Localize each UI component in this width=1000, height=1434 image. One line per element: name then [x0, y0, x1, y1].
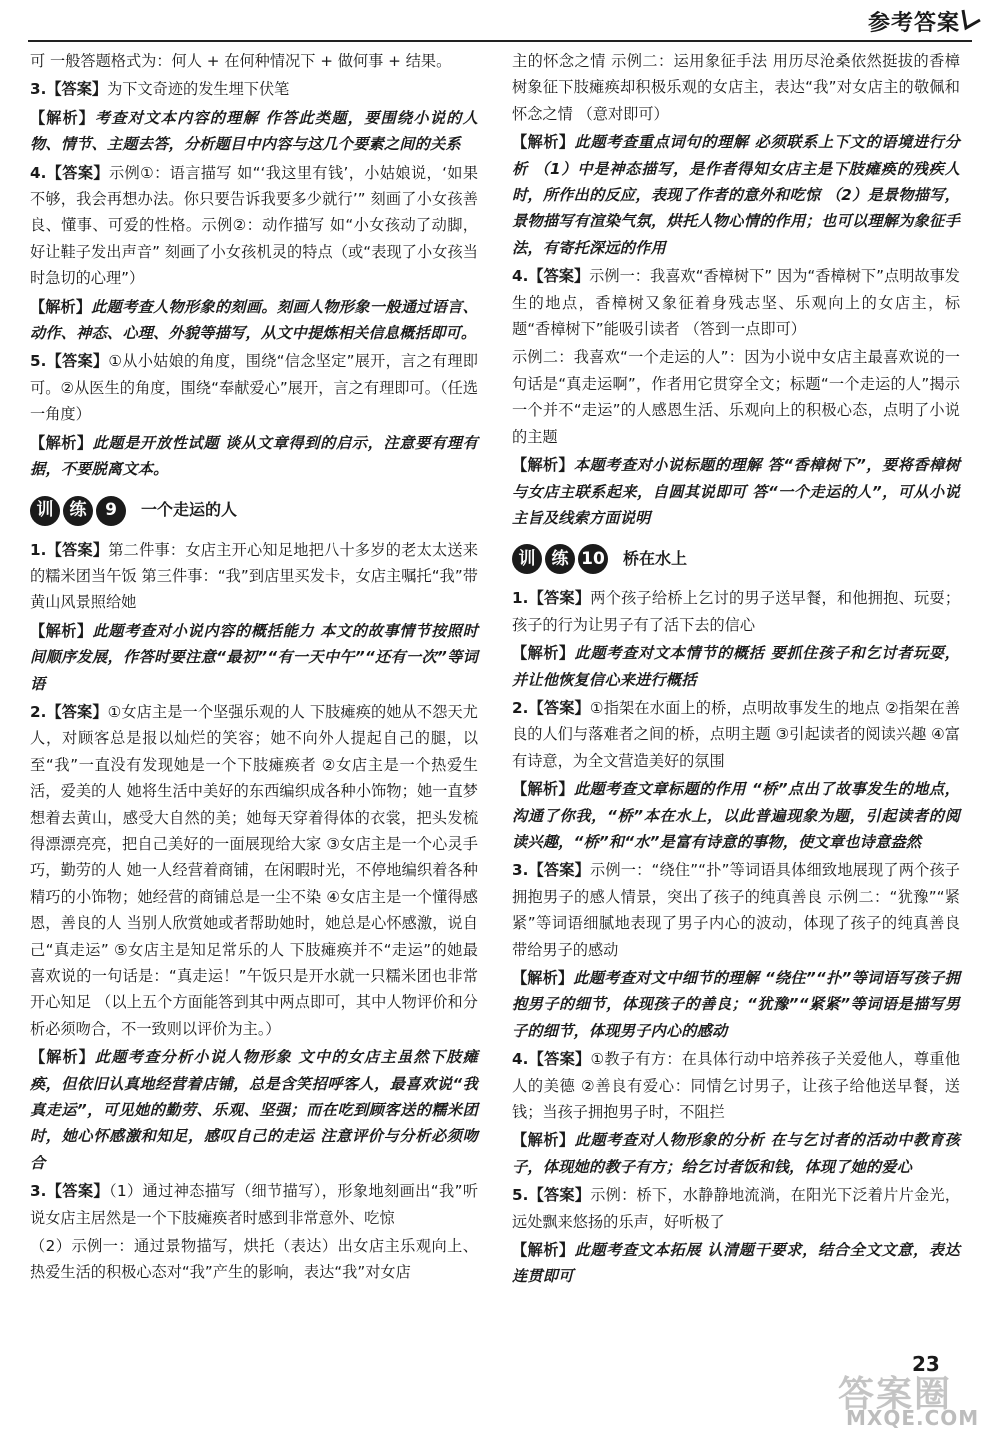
analysis-text: 此题考查对人物形象的分析 在与乞讨者的活动中教育孩子，体现她的教子有方；给乞讨者饭和钱，体现了她的爱心 — [512, 1131, 960, 1176]
section-heading — [30, 493, 478, 529]
answer-text: ①女店主是一个坚强乐观的人 下肢瘫痪的她从不怨天尤人，对顾客总是报以灿烂的笑容；她不向外人提起自己的腿，以至“我”一直没有发现她是一个下肢瘫痪者 ②女店主是一个热爱生活，爱美的人 她将生活中美好的东西编织成各种小饰物；她一直梦想着去黄山，感受大自然的美；她每天穿着得体的衣裳，把头发梳得漂漂亮亮，把自己美好的一面展现给大家 ③女店主是一个心灵手巧，勤劳的人 她一人经营着商铺，在闲暇时光，不停地编织着各种精巧的小饰物；她经营的商铺总是一尘不染 ④女店主是一个懂得感恩，善良的人 当别人欣赏她或者帮助她时，她总是心怀感激，说自己“真走运” ⑤女店主是知足常乐的人 下肢瘫痪并不“走运”的她最喜欢说的一句话是：“真走运！”午饭只是开水就一只糯米团也非常开心知足 （以上五个方面能答到其中两点即可，其中人物评价和分析必须吻合，不一致则以评价为主。） — [30, 702, 478, 1038]
analysis-paragraph — [512, 452, 960, 531]
analysis-paragraph — [512, 129, 960, 261]
analysis-paragraph — [30, 618, 478, 697]
answer-tag: 【答案】 — [528, 589, 591, 608]
analysis-tag: 【解析】 — [512, 780, 574, 799]
answer-paragraph — [30, 160, 478, 292]
analysis-tag: 【解析】 — [512, 1131, 575, 1150]
analysis-tag: 【解析】 — [512, 456, 574, 475]
answer-text: 两个孩子给桥上乞讨的男子送早餐，和他拥抱、玩耍；孩子的行为让男子有了活下去的信心 — [512, 589, 961, 634]
answer-tag: 【答案】 — [46, 540, 109, 559]
section-heading — [512, 541, 960, 577]
header-rule — [28, 40, 972, 42]
answer-tag: 【答案】 — [46, 352, 109, 371]
left-column — [30, 48, 478, 1288]
answer-text: ①教子有方：在具体行动中培养孩子关爱他人，尊重他人的美德 ②善良有爱心：同情乞讨男子，让孩子给他送早餐，送钱；当孩子拥抱男子时，不阻拦 — [512, 1050, 961, 1122]
watermark-logo: 答案圈 MXQE.COM — [838, 1374, 980, 1430]
section-number: 9 — [96, 496, 126, 526]
question-number: 1. — [512, 589, 529, 608]
analysis-tag: 【解析】 — [512, 969, 574, 987]
analysis-paragraph — [512, 640, 960, 693]
question-number: 2. — [30, 702, 47, 721]
answer-text: 第二件事：女店主开心知足地把八十多岁的老太太送来的糯米团当午饭 第三件事：“我”到店里买发卡，女店主嘱托“我”带黄山风景照给她 — [30, 540, 479, 612]
analysis-tag: 【解析】 — [512, 1241, 575, 1260]
answer-paragraph — [512, 857, 960, 963]
analysis-tag: 【解析】 — [30, 297, 92, 316]
section-badge-char: 练 — [63, 496, 93, 526]
answer-text: 示例①：语言描写 如“‘我这里有钱’，小姑娘说，‘如果不够，我会再想办法。你只要告诉我要多少就行’” 刻画了小女孩善良、懂事、可爱的性格。示例②：动作描写 如“小女孩动了动脚，好让鞋子发出声音” 刻画了小女孩机灵的特点（或“表现了小女孩当时急切的心理”） — [30, 163, 479, 288]
analysis-text: 此题考查重点词句的理解 必须联系上下文的语境进行分析 （1）中是神态描写，是作者得知女店主是下肢瘫痪的残疾人时，所作出的反应，表现了作者的意外和吃惊 （2）是景物描写，景物描写有渲染气氛，烘托人物心情的作用；也可以理解为象征手法，有寄托深远的作用 — [512, 133, 960, 257]
analysis-paragraph — [30, 430, 478, 483]
analysis-text: 此题考查分析小说人物形象 文中的女店主虽然下肢瘫痪，但依旧认真地经营着店铺，总是含笑招呼客人，最喜欢说“我真走运”，可见她的勤劳、乐观、坚强；而在吃到顾客送的糯米团时，她心怀感激和知足，感叹自己的走运 注意评价与分析必须吻合 — [30, 1048, 478, 1172]
analysis-text: 此题考查对文中细节的理解 “绕住”“扑”等词语写孩子拥抱男子的细节，体现孩子的善良；“犹豫”“紧紧”等词语是描写男子的细节，体现男子内心的感动 — [512, 969, 960, 1040]
analysis-paragraph — [512, 965, 960, 1044]
analysis-text: 此题考查文本拓展 认清题干要求，结合全文文意，表达连贯即可 — [512, 1241, 960, 1286]
answer-paragraph — [30, 76, 478, 102]
question-number: 3. — [30, 1182, 47, 1201]
answer-tag: 【答案】 — [46, 80, 108, 99]
header-title: 参考答案 — [867, 11, 960, 36]
question-number: 5. — [512, 1186, 529, 1205]
answer-text: 主的怀念之情 示例二：运用象征手法 用历尽沧桑依然挺拔的香樟树象征下肢瘫痪却积极乐观的女店主，表达“我”对女店主的敬佩和怀念之情 （意对即可） — [512, 52, 960, 123]
answer-paragraph — [30, 348, 478, 427]
text-paragraph — [512, 48, 960, 127]
text-paragraph — [512, 344, 960, 450]
section-badge-char: 训 — [512, 544, 542, 574]
answer-text: （2）示例一：通过景物描写，烘托（表达）出女店主乐观向上、热爱生活的积极心态对“我”产生的影响，表达“我”对女店 — [30, 1237, 478, 1282]
page-number: 23 — [912, 1352, 940, 1376]
answer-text: 示例一：“绕住”“扑”等词语具体细致地展现了两个孩子拥抱男子的感人情景，突出了孩子的纯真善良 示例二：“犹豫”“紧紧”等词语细腻地表现了男子内心的波动，体现了孩子的纯真善良带给男子的感动 — [512, 861, 960, 959]
analysis-tag: 【解析】 — [512, 133, 575, 152]
answer-paragraph — [30, 537, 478, 616]
right-column — [512, 48, 960, 1292]
answer-tag: 【答案】 — [528, 1186, 591, 1205]
analysis-text: 本题考查对小说标题的理解 答“香樟树下”，要将香樟树与女店主联系起来，自圆其说即可 答“一个走运的人”，可从小说主旨及线索方面说明 — [512, 456, 960, 527]
section-title: 一个走运的人 — [141, 500, 238, 520]
analysis-text: 此题考查对小说内容的概括能力 本文的故事情节按照时间顺序发展，作答时要注意“最初”“有一天中午”“还有一次”等词语 — [30, 621, 478, 693]
answer-tag: 【答案】 — [46, 1182, 109, 1201]
answer-tag: 【答案】 — [528, 1050, 591, 1069]
question-number: 3. — [512, 861, 529, 880]
question-number: 2. — [512, 698, 529, 717]
answer-text: 示例一：我喜欢“香樟树下” 因为“香樟树下”点明故事发生的地点，香樟树又象征着身残志坚、乐观向上的女店主，标题“香樟树下”能吸引读者 （答到一点即可） — [512, 267, 960, 339]
question-number: 5. — [30, 352, 47, 371]
corner-check-icon — [960, 8, 982, 32]
analysis-paragraph — [30, 294, 478, 347]
section-title: 桥在水上 — [623, 549, 688, 569]
analysis-tag: 【解析】 — [30, 108, 95, 127]
question-number: 4. — [512, 1050, 529, 1069]
answer-text: ①指架在水面上的桥，点明故事发生的地点 ②指架在善良的人们与落难者之间的桥，点明主题 ③引起读者的阅读兴趣 ④富有诗意，为全文营造美好的氛围 — [512, 698, 961, 770]
analysis-text: 此题考查人物形象的刻画。刻画人物形象一般通过语言、动作、神态、心理、外貌等描写，从文中提炼相关信息概括即可。 — [30, 297, 479, 343]
analysis-tag: 【解析】 — [30, 621, 93, 640]
text-paragraph — [30, 48, 478, 74]
answer-text: 示例二：我喜欢“一个走运的人”：因为小说中女店主最喜欢说的一句话是“真走运啊”，作者用它贯穿全文；标题“一个走运的人”揭示一个并不“走运”的人感恩生活、乐观向上的积极心态，点明了小说的主题 — [512, 348, 960, 446]
analysis-tag: 【解析】 — [30, 433, 93, 452]
answer-text: 为下文奇迹的发生埋下伏笔 — [107, 80, 290, 99]
answer-paragraph — [512, 585, 960, 638]
question-number: 4. — [512, 267, 529, 286]
analysis-paragraph — [30, 1044, 478, 1176]
answer-text: ①从小姑娘的角度，围绕“信念坚定”展开，言之有理即可。②从医生的角度，围绕“奉献爱心”展开，言之有理即可。（任选一角度） — [30, 352, 478, 424]
question-number: 4. — [30, 163, 47, 182]
page-header — [0, 0, 1000, 46]
text-paragraph — [30, 1233, 478, 1286]
analysis-tag: 【解析】 — [512, 644, 575, 663]
question-number: 3. — [30, 80, 47, 99]
analysis-tag: 【解析】 — [30, 1048, 95, 1067]
analysis-paragraph — [512, 776, 960, 855]
answer-tag: 【答案】 — [528, 698, 590, 717]
analysis-paragraph — [512, 1127, 960, 1180]
answer-paragraph — [30, 699, 478, 1042]
answer-text: 可 一般答题格式为：何人 + 在何种情况下 + 做何事 + 结果。 — [30, 52, 452, 70]
answer-tag: 【答案】 — [528, 267, 590, 286]
question-number: 1. — [30, 540, 47, 559]
answer-paragraph — [512, 263, 960, 342]
answer-tag: 【答案】 — [46, 163, 109, 182]
section-number: 10 — [578, 544, 608, 574]
analysis-text: 考查对文本内容的理解 作答此类题，要围绕小说的人物、情节、主题去答，分析题目中内容与这几个要素之间的关系 — [30, 108, 478, 154]
analysis-text: 此题考查文章标题的作用 “桥”点出了故事发生的地点，沟通了你我，“桥”本在水上，以此普遍现象为题，引起读者的阅读兴趣，“桥”和“水”是富有诗意的事物，使文章也诗意盎然 — [512, 780, 960, 851]
answer-paragraph — [512, 1046, 960, 1125]
answer-tag: 【答案】 — [528, 861, 591, 880]
section-badge-char: 训 — [30, 496, 60, 526]
analysis-text: 此题是开放性试题 谈从文章得到的启示，注意要有理有据，不要脱离文本。 — [30, 433, 478, 479]
answer-text: 示例：桥下，水静静地流淌，在阳光下泛着片片金光，远处飘来悠扬的乐声，好听极了 — [512, 1186, 961, 1231]
answer-paragraph — [512, 695, 960, 774]
answer-text: （1）通过神态描写（细节描写），形象地刻画出“我”听说女店主居然是一个下肢瘫痪者时感到非常意外、吃惊 — [30, 1182, 479, 1227]
answer-paragraph — [30, 1178, 478, 1231]
analysis-paragraph — [30, 105, 478, 158]
section-badge-char: 练 — [545, 544, 575, 574]
analysis-paragraph — [512, 1237, 960, 1290]
analysis-text: 此题考查对文本情节的概括 要抓住孩子和乞讨者玩耍，并让他恢复信心来进行概括 — [512, 644, 960, 689]
answer-tag: 【答案】 — [46, 702, 108, 721]
answer-paragraph — [512, 1182, 960, 1235]
